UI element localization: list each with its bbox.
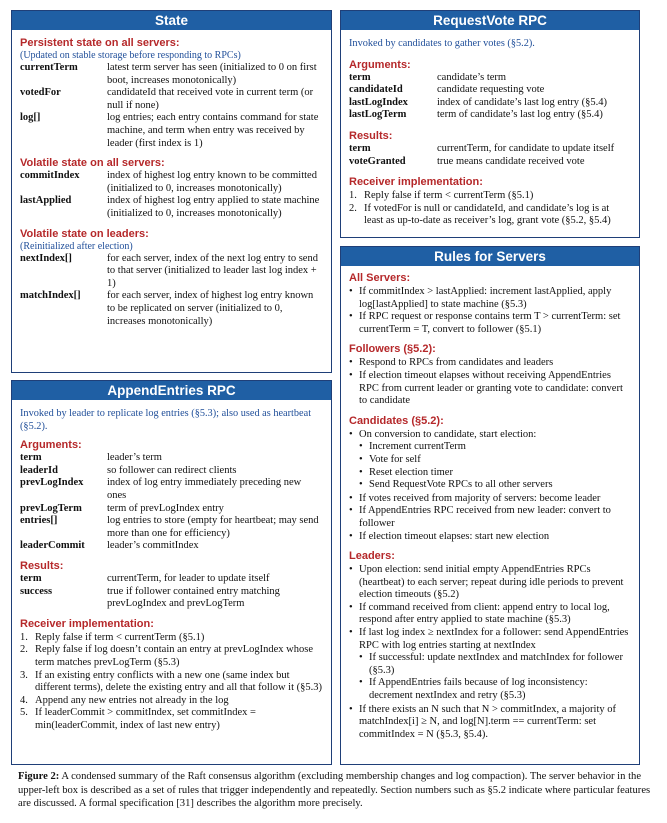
field-name: candidateId bbox=[349, 84, 403, 96]
list-item bbox=[20, 695, 323, 708]
rule-text: If election timeout elapses without receiving AppendEntries RPC from current leader or granting vote to candidate: convert to candidate bbox=[359, 369, 623, 407]
field-name: currentTerm bbox=[20, 62, 78, 73]
bullet: • bbox=[349, 311, 353, 323]
receiver-heading: Receiver implementation: bbox=[349, 176, 483, 189]
step-text: If an existing entry conflicts with a new one (same index but different terms), delete the existing entry and all that follow it (§5.3) bbox=[35, 669, 323, 694]
field-desc: true means candidate received vote bbox=[437, 155, 585, 167]
list-item bbox=[20, 670, 323, 695]
field-name: votedFor bbox=[20, 87, 61, 99]
list-item bbox=[349, 564, 631, 602]
field-name: term bbox=[20, 572, 42, 584]
rule-text: Respond to RPCs from candidates and leaders bbox=[359, 357, 554, 369]
list-item bbox=[20, 644, 323, 669]
field-row bbox=[349, 156, 631, 169]
field-name: lastLogIndex bbox=[349, 96, 408, 108]
field-desc: term of candidate’s last log entry (§5.4) bbox=[437, 109, 603, 121]
all-servers-heading: All Servers: bbox=[349, 272, 411, 284]
rules-box bbox=[340, 246, 640, 765]
field-row bbox=[349, 84, 631, 97]
receiver-heading: Receiver implementation: bbox=[20, 617, 154, 630]
step-number: 5. bbox=[20, 707, 28, 719]
field-row bbox=[20, 170, 323, 195]
list-item bbox=[349, 357, 631, 370]
field-row bbox=[20, 586, 323, 611]
rule-text: If AppendEntries fails because of log inconsistency: decrement nextIndex and retry (§5.3) bbox=[369, 677, 588, 702]
bullet: • bbox=[359, 466, 363, 478]
bullet: • bbox=[349, 601, 353, 613]
field-name: term bbox=[20, 452, 42, 464]
list-item bbox=[359, 652, 631, 677]
request-vote-box bbox=[340, 10, 640, 238]
field-desc: candidateId that received vote in current term (or null if none) bbox=[107, 87, 314, 111]
volatile-leaders-heading: Volatile state on leaders: bbox=[20, 227, 149, 240]
append-entries-intro: Invoked by leader to replicate log entries (§5.3); also used as heartbeat (§5.2). bbox=[20, 408, 312, 432]
bullet: • bbox=[349, 286, 353, 297]
field-row bbox=[20, 573, 323, 586]
list-item bbox=[359, 441, 631, 454]
rule-text: If RPC request or response contains term T > currentTerm: set currentTerm = T, convert to follower (§5.1) bbox=[359, 311, 621, 335]
leaders-list bbox=[349, 564, 631, 652]
rule-text: If election timeout elapses: start new election bbox=[359, 530, 550, 542]
field-desc: log entries to store (empty for heartbeat; may send more than one for efficiency) bbox=[107, 515, 319, 539]
list-item bbox=[349, 311, 631, 336]
field-name: term bbox=[349, 142, 371, 154]
step-number: 4. bbox=[20, 694, 28, 706]
field-name: lastApplied bbox=[20, 195, 72, 207]
rule-text: Increment currentTerm bbox=[369, 441, 466, 453]
field-desc: leader’s term bbox=[107, 452, 162, 464]
list-item bbox=[349, 370, 631, 408]
bullet: • bbox=[349, 428, 353, 440]
request-vote-intro: Invoked by candidates to gather votes (§5.2). bbox=[349, 38, 535, 49]
receiver-steps bbox=[349, 190, 631, 228]
list-item bbox=[349, 493, 631, 506]
field-desc: index of candidate’s last log entry (§5.4) bbox=[437, 96, 607, 108]
list-item bbox=[349, 190, 631, 203]
field-row bbox=[20, 62, 323, 87]
rule-text: If there exists an N such that N > commitIndex, a majority of matchIndex[i] ≥ N, and log[N].term == currentTerm: set commitIndex = N (§5.3, §5.4). bbox=[359, 703, 616, 740]
bullet: • bbox=[349, 564, 353, 576]
step-number: 1. bbox=[349, 190, 357, 202]
list-item bbox=[349, 531, 631, 544]
field-name: success bbox=[20, 585, 53, 597]
volatile-all-heading: Volatile state on all servers: bbox=[20, 157, 165, 170]
request-vote-title: RequestVote RPC bbox=[341, 11, 639, 30]
field-row bbox=[20, 465, 323, 478]
bullet: • bbox=[359, 453, 363, 465]
bullet: • bbox=[359, 441, 363, 453]
arguments-heading: Arguments: bbox=[20, 439, 82, 452]
results-heading: Results: bbox=[20, 559, 64, 572]
field-row bbox=[20, 503, 323, 516]
append-entries-title: AppendEntries RPC bbox=[12, 381, 331, 400]
receiver-steps bbox=[20, 632, 323, 733]
state-title: State bbox=[12, 11, 331, 30]
list-item bbox=[20, 707, 323, 732]
state-box bbox=[11, 10, 332, 373]
leaders-list-rest bbox=[349, 704, 631, 742]
list-item bbox=[359, 454, 631, 467]
rule-text: Reset election timer bbox=[369, 466, 453, 478]
field-name: leaderCommit bbox=[20, 540, 85, 552]
field-name: lastLogTerm bbox=[349, 109, 407, 121]
field-desc: currentTerm, for candidate to update itself bbox=[437, 142, 615, 154]
rule-text: Vote for self bbox=[369, 453, 421, 465]
rule-text: Upon election: send initial empty AppendEntries RPCs (heartbeat) to each server; repeat during idle periods to prevent election timeouts (§5.2) bbox=[359, 564, 624, 601]
list-item bbox=[349, 203, 631, 228]
list-item bbox=[349, 505, 631, 530]
all-servers-list bbox=[349, 286, 631, 336]
followers-list bbox=[349, 357, 631, 407]
field-row bbox=[349, 143, 631, 156]
field-name: prevLogTerm bbox=[20, 502, 82, 514]
field-desc: index of highest log entry applied to state machine (initialized to 0, increases monotonically) bbox=[107, 195, 320, 219]
bullet: • bbox=[349, 492, 353, 504]
field-name: matchIndex[] bbox=[20, 290, 81, 302]
step-text: Append any new entries not already in the log bbox=[35, 694, 229, 706]
list-item bbox=[349, 429, 631, 442]
field-row bbox=[20, 195, 323, 220]
candidates-sub-list bbox=[359, 441, 631, 491]
leaders-sub-list bbox=[359, 652, 631, 702]
field-desc: index of log entry immediately preceding new ones bbox=[107, 477, 302, 501]
field-name: term bbox=[349, 71, 371, 83]
field-name: log[] bbox=[20, 112, 41, 124]
field-name: voteGranted bbox=[349, 155, 406, 167]
field-row bbox=[20, 540, 323, 553]
field-desc: so follower can redirect clients bbox=[107, 464, 237, 476]
bullet: • bbox=[359, 479, 363, 491]
arguments-heading: Arguments: bbox=[349, 58, 411, 71]
step-text: Reply false if term < currentTerm (§5.1) bbox=[35, 631, 205, 643]
rule-text: If AppendEntries RPC received from new leader: convert to follower bbox=[359, 505, 611, 529]
bullet: • bbox=[359, 677, 363, 689]
list-item bbox=[20, 632, 323, 645]
field-row bbox=[20, 515, 323, 540]
candidates-list bbox=[349, 429, 631, 442]
step-number: 2. bbox=[20, 644, 28, 656]
bullet: • bbox=[349, 627, 353, 639]
append-entries-box bbox=[11, 380, 332, 765]
field-desc: index of highest log entry known to be committed (initialized to 0, increases monotonically) bbox=[107, 170, 317, 194]
bullet: • bbox=[349, 530, 353, 542]
field-row bbox=[20, 290, 323, 328]
field-desc: for each server, index of highest log entry known to be replicated on server (initialized to 0, increases monotonically) bbox=[107, 290, 314, 327]
persistent-state-heading: Persistent state on all servers: bbox=[20, 37, 180, 49]
results-heading: Results: bbox=[349, 129, 393, 142]
field-name: prevLogIndex bbox=[20, 477, 84, 489]
list-item bbox=[349, 602, 631, 627]
list-item bbox=[359, 677, 631, 702]
rule-text: If commitIndex > lastApplied: increment lastApplied, apply log[lastApplied] to state machine (§5.3) bbox=[359, 286, 612, 310]
field-desc: term of prevLogIndex entry bbox=[107, 502, 224, 514]
step-text: Reply false if log doesn’t contain an entry at prevLogIndex whose term matches prevLogTerm (§5.3) bbox=[35, 644, 313, 668]
rules-title: Rules for Servers bbox=[341, 247, 639, 266]
candidates-list-rest bbox=[349, 493, 631, 543]
caption-text: A condensed summary of the Raft consensus algorithm (excluding membership changes and log compaction). The server behavior in the upper-left box is described as a set of rules that trigger independently and repeatedly. Section numbers such as §5.2 indicate where particular features are discussed. A formal specification [31] describes the algorithm more precisely. bbox=[18, 771, 651, 810]
field-name: nextIndex[] bbox=[20, 252, 72, 264]
list-item bbox=[349, 704, 631, 742]
bullet: • bbox=[359, 652, 363, 664]
field-desc: for each server, index of the next log entry to send to that server (initialized to leader last log index + 1) bbox=[107, 252, 318, 289]
bullet: • bbox=[349, 369, 353, 381]
rule-text: Send RequestVote RPCs to all other servers bbox=[369, 479, 553, 491]
field-desc: leader’s commitIndex bbox=[107, 540, 199, 552]
field-row bbox=[349, 109, 631, 122]
step-number: 2. bbox=[349, 202, 357, 214]
list-item bbox=[359, 467, 631, 480]
followers-heading: Followers (§5.2): bbox=[349, 343, 436, 356]
field-row bbox=[20, 253, 323, 291]
field-desc: true if follower contained entry matching prevLogIndex and prevLogTerm bbox=[107, 585, 280, 610]
rule-text: If command received from client: append entry to local log, respond after entry applied to state machine (§5.3) bbox=[359, 601, 610, 626]
field-desc: latest term server has seen (initialized to 0 on first boot, increases monotonically) bbox=[107, 62, 317, 86]
leaders-heading: Leaders: bbox=[349, 550, 395, 563]
field-row bbox=[20, 112, 323, 150]
bullet: • bbox=[349, 357, 353, 369]
rule-text: If votes received from majority of servers: become leader bbox=[359, 492, 601, 504]
field-desc: currentTerm, for leader to update itself bbox=[107, 572, 270, 584]
figure-caption bbox=[18, 770, 652, 811]
field-row bbox=[349, 72, 631, 85]
step-number: 1. bbox=[20, 631, 28, 643]
rule-text: If successful: update nextIndex and matchIndex for follower (§5.3) bbox=[369, 652, 623, 676]
field-desc: log entries; each entry contains command for state machine, and term when entry was received by leader (first index is 1) bbox=[107, 112, 319, 149]
field-name: leaderId bbox=[20, 464, 58, 476]
candidates-heading: Candidates (§5.2): bbox=[349, 414, 444, 427]
bullet: • bbox=[349, 505, 353, 517]
bullet: • bbox=[349, 703, 353, 715]
step-text: Reply false if term < currentTerm (§5.1) bbox=[364, 190, 534, 202]
field-row bbox=[349, 97, 631, 110]
volatile-leaders-note: (Reinitialized after election) bbox=[20, 240, 133, 252]
rule-text: On conversion to candidate, start election: bbox=[359, 428, 537, 440]
field-name: commitIndex bbox=[20, 170, 80, 182]
field-row bbox=[20, 477, 323, 502]
field-row bbox=[20, 87, 323, 112]
field-name: entries[] bbox=[20, 515, 58, 527]
step-text: If leaderCommit > commitIndex, set commitIndex = min(leaderCommit, index of last new entry) bbox=[35, 707, 256, 731]
field-desc: candidate requesting vote bbox=[437, 84, 545, 96]
rule-text: If last log index ≥ nextIndex for a follower: send AppendEntries RPC with log entries starting at nextIndex bbox=[359, 627, 629, 651]
persistent-state-note: (Updated on stable storage before responding to RPCs) bbox=[20, 50, 241, 61]
field-desc: candidate’s term bbox=[437, 71, 507, 83]
step-text: If votedFor is null or candidateId, and candidate’s log is at least as up-to-date as receiver’s log, grant vote (§5.2, §5.4) bbox=[364, 202, 611, 227]
caption-label: Figure 2: bbox=[18, 771, 60, 782]
list-item bbox=[349, 286, 631, 311]
list-item bbox=[349, 627, 631, 652]
field-row bbox=[20, 452, 323, 465]
step-number: 3. bbox=[20, 669, 28, 681]
list-item bbox=[359, 479, 631, 492]
